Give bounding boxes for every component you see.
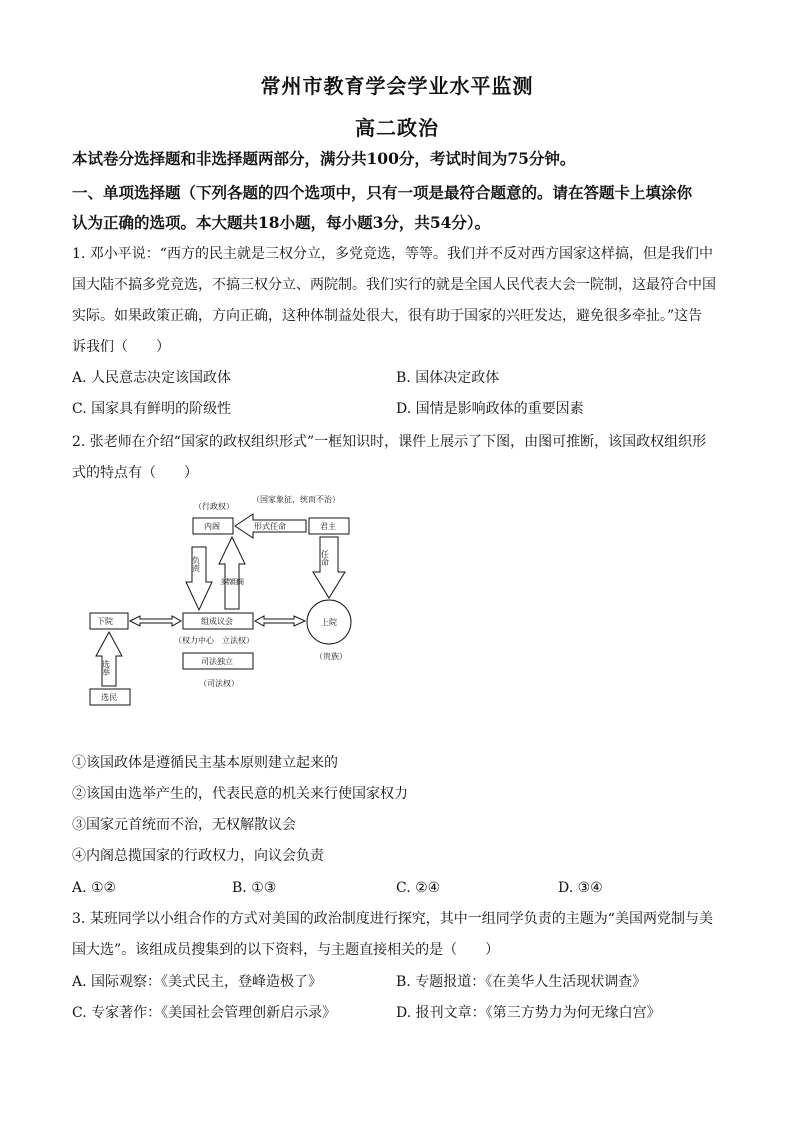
responsible-label: 负责 xyxy=(191,556,201,572)
q3-option-b: B. 专题报道：《在美华人生活现状调查》 xyxy=(396,974,647,990)
political-system-diagram xyxy=(82,492,382,717)
parliament-label: 组成议会 xyxy=(201,617,233,626)
exam-title: 常州市教育学会学业水平监测 xyxy=(260,74,534,98)
q2-statement-4: ④内阁总揽国家的行政权力，向议会负责 xyxy=(72,848,324,864)
exam-subject: 高二政治 xyxy=(355,116,439,140)
majority-cabinet-arrow xyxy=(219,537,245,609)
q2-option-d: D. ③④ xyxy=(558,880,603,896)
power-center-label: （权力中心 立法权） xyxy=(174,636,254,645)
q2-stem-line2: 式的特点有（ ） xyxy=(72,465,198,481)
q1-stem-line1: 1. 邓小平说：“西方的民主就是三权分立，多党竞选，等等。我们并不反对西方国家这样搞，但是我们中 xyxy=(72,246,713,262)
q3-option-c: C. 专家著作：《美国社会管理创新启示录》 xyxy=(72,1005,337,1021)
exam-intro: 本试卷分选择题和非选择题两部分，满分共100分，考试时间为75分钟。 xyxy=(72,149,576,168)
lower-house-link-arrow xyxy=(130,616,181,626)
majority-cabinet-label: 多数组阁 xyxy=(220,578,244,586)
election-arrow xyxy=(96,632,122,686)
q3-option-d: D. 报刊文章：《第三方势力为何无缘白宫》 xyxy=(396,1005,661,1021)
section-heading-line2: 认为正确的选项。本大题共18小题，每小题3分，共54分）。 xyxy=(72,213,491,232)
nobles-label: （贵族） xyxy=(315,652,347,661)
q3-stem-line2: 国大选”。该组成员搜集到的以下资料，与主题直接相关的是（ ） xyxy=(72,942,500,958)
q2-option-a: A. ①② xyxy=(72,880,117,896)
q2-statement-2: ②该国由选举产生的，代表民意的机关来行使国家权力 xyxy=(72,786,408,802)
q2-stem-line1: 2. 张老师在介绍“国家的政权组织形式”一框知识时，课件上展示了下图，由图可推断，该国政权组织形 xyxy=(72,434,707,450)
lower-house-label: 下院 xyxy=(97,617,113,626)
q2-option-b: B. ①③ xyxy=(232,880,277,896)
q1-option-c: C. 国家具有鲜明的阶级性 xyxy=(72,401,232,417)
upper-house-label: 上院 xyxy=(321,618,337,627)
q1-stem-line3: 实际。如果政策正确，方向正确，这种体制益处很大，很有助于国家的兴旺发达，避免很多牵扯。”这告 xyxy=(72,308,703,324)
q2-statement-1: ①该国政体是遵循民主基本原则建立起来的 xyxy=(72,755,338,771)
voters-label: 选民 xyxy=(101,693,117,702)
cabinet-label: 内阁 xyxy=(204,522,220,531)
judiciary-label: 司法独立 xyxy=(201,657,233,666)
exec-power-label: （行政权） xyxy=(194,502,234,511)
q2-option-c: C. ②④ xyxy=(396,880,441,896)
q3-stem-line1: 3. 某班同学以小组合作的方式对美国的政治制度进行探究，其中一组同学负责的主题为“美国两党制与美 xyxy=(72,911,713,927)
elect-label: 选举 xyxy=(101,660,111,676)
q1-option-b: B. 国体决定政体 xyxy=(396,370,500,386)
q3-option-a: A. 国际观察：《美式民主，登峰造极了》 xyxy=(72,974,323,990)
q1-stem-line2: 国大陆不搞多党竞选，不搞三权分立、两院制。我们实行的就是全国人民代表大会一院制，这最符合中国 xyxy=(72,277,716,293)
judicial-power-label: （司法权） xyxy=(199,679,239,688)
monarch-label: 君主 xyxy=(320,522,336,531)
q2-statement-3: ③国家元首统而不治，无权解散议会 xyxy=(72,817,296,833)
formal-appoint-label: 形式任命 xyxy=(254,522,286,531)
q1-stem-line4: 诉我们（ ） xyxy=(72,339,170,355)
appoint-arrow xyxy=(313,537,345,598)
upper-house-link-arrow xyxy=(255,616,305,626)
q1-option-a: A. 人民意志决定该国政体 xyxy=(72,370,232,386)
section-heading-line1: 一、单项选择题（下列各题的四个选项中，只有一项是最符合题意的。请在答题卡上填涂你 xyxy=(72,183,693,202)
q1-option-d: D. 国情是影响政体的重要因素 xyxy=(396,401,584,417)
appoint-label: 任命 xyxy=(320,550,330,566)
head-of-state-note: （国家象征，统而不治） xyxy=(252,495,340,504)
